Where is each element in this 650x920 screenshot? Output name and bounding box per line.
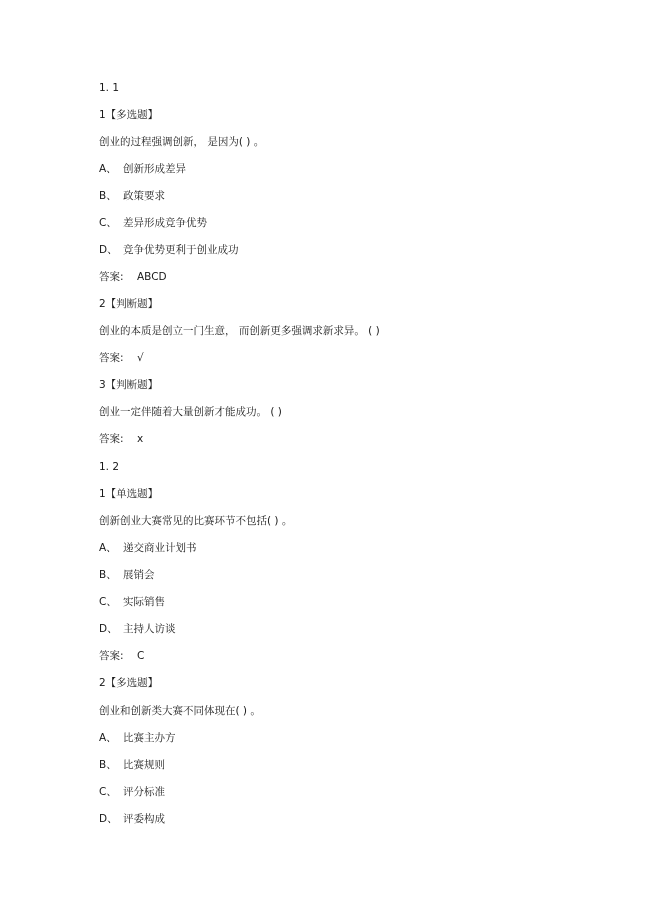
option-text: 评分标准 [123,786,165,798]
option-text: 创新形成差异 [123,163,186,175]
answer-line [99,432,143,446]
question-header: 2【判断题】 [99,298,159,310]
option-text: 实际销售 [123,596,165,608]
question-header: 1【单选题】 [99,488,159,500]
option-text: 比赛规则 [123,759,165,771]
option-b [99,568,155,582]
option-text: 政策要求 [123,190,165,202]
option-letter: A、 [99,732,117,744]
answer-line [99,270,167,284]
answer-label: 答案: [99,650,124,662]
option-text: 比赛主办方 [123,732,176,744]
option-letter: C、 [99,217,117,229]
option-letter: B、 [99,569,117,581]
option-letter: B、 [99,190,117,202]
option-letter: D、 [99,623,118,635]
option-d [99,622,176,636]
option-a [99,162,186,176]
option-c [99,595,165,609]
section-heading: 1. 2 [99,461,120,473]
answer-value: ABCD [137,271,167,283]
option-d [99,243,239,257]
question-header: 1【多选题】 [99,109,159,121]
option-text: 主持人访谈 [123,623,176,635]
option-letter: B、 [99,759,117,771]
answer-label: 答案: [99,433,124,445]
option-letter: A、 [99,163,117,175]
question-header: 2【多选题】 [99,677,159,689]
option-letter: C、 [99,596,117,608]
option-b [99,189,165,203]
option-text: 展销会 [123,569,155,581]
option-text: 差异形成竞争优势 [123,217,207,229]
option-c [99,785,165,799]
question-stem: 创业的过程强调创新， 是因为( ) 。 [99,136,265,148]
option-letter: A、 [99,542,117,554]
option-a [99,731,176,745]
answer-value: C [137,650,145,662]
answer-label: 答案: [99,352,124,364]
question-stem: 创业和创新类大赛不同体现在( ) 。 [99,705,261,717]
option-letter: D、 [99,244,118,256]
option-c [99,216,207,230]
answer-value: x [137,433,144,445]
question-stem: 创业的本质是创立一门生意， 而创新更多强调求新求异。 ( ) [99,325,380,337]
question-stem: 创业一定伴随着大量创新才能成功。 ( ) [99,406,282,418]
option-text: 竞争优势更利于创业成功 [123,244,239,256]
option-letter: C、 [99,786,117,798]
section-heading: 1. 1 [99,82,120,94]
answer-value: √ [137,352,144,364]
option-b [99,758,165,772]
question-stem: 创新创业大赛常见的比赛环节不包括( ) 。 [99,515,293,527]
option-text: 递交商业计划书 [123,542,197,554]
answer-line [99,649,144,663]
answer-label: 答案: [99,271,124,283]
option-text: 评委构成 [123,813,165,825]
option-letter: D、 [99,813,118,825]
answer-line [99,351,144,365]
question-header: 3【判断题】 [99,379,159,391]
option-d [99,812,165,826]
option-a [99,541,197,555]
